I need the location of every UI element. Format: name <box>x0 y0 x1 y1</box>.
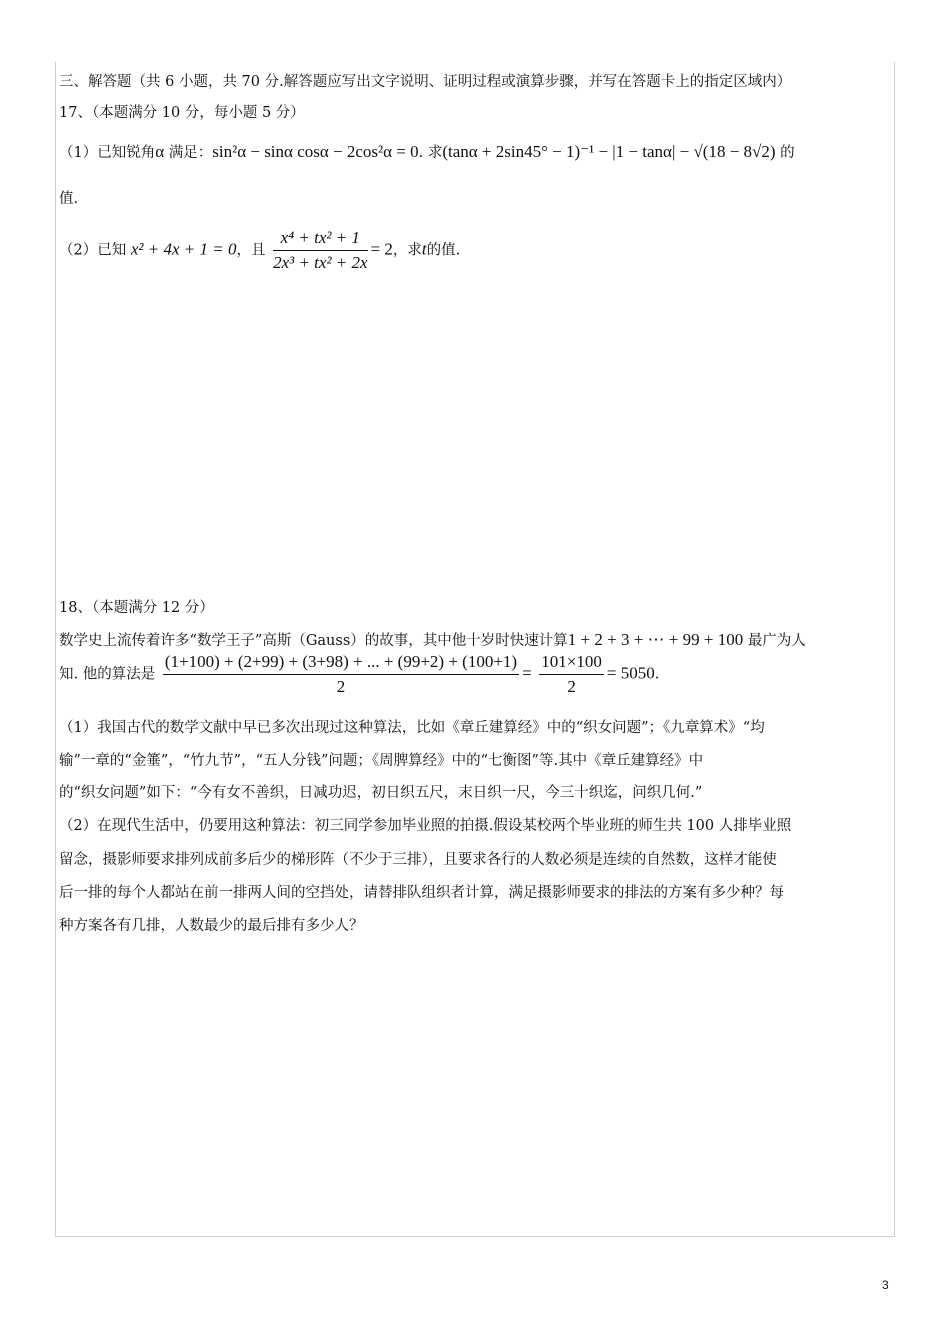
page-number: 3 <box>882 1278 889 1292</box>
q18-intro-line1 <box>59 630 806 651</box>
q17-p1-equation: sin²α − sinα cosα − 2cos²α = 0 <box>212 142 419 161</box>
q18-part1-line3: 的“织女问题”如下：“今有女不善织，日减功迟，初日织五尺，末日织一尺，今三十织迄，问织几何.” <box>59 785 703 801</box>
q18-intro-end: 最广为人 <box>747 633 806 649</box>
q18-part2-line1: （2）在现代生活中，仍要用这种算法：初三同学参加毕业照的拍摄.假设某校两个毕业班的师生共 100 人排毕业照 <box>59 818 792 834</box>
q18-part2-line2: 留念，摄影师要求排列成前多后少的梯形阵（不少于三排），且要求各行的人数必须是连续的自然数，这样才能使 <box>59 852 777 868</box>
q17-p2-and: ，且 <box>236 242 266 259</box>
q17-p1-prefix: （1）已知锐角 <box>59 145 156 161</box>
q18-gauss-sum: 1 + 2 + 3 + ⋯ + 99 + 100 <box>567 630 744 649</box>
q17-p2-end: 的值. <box>426 242 461 259</box>
alpha-symbol: α <box>155 142 165 161</box>
q17-p1-ask: . 求 <box>418 145 443 161</box>
q18-title: 18、（本题满分 12 分） <box>59 600 214 616</box>
q17-p2-prefix: （2）已知 <box>59 242 127 259</box>
q18-intro-text: 数学史上流传着许多“数学王子”高斯（Gauss）的故事，其中他十岁时快速计算 <box>59 633 568 649</box>
q18-algorithm-fraction <box>163 652 519 697</box>
section-header: 三、解答题（共 6 小题，共 70 分.解答题应写出文字说明、证明过程或演算步骤，并写在答题卡上的指定区域内） <box>59 74 792 90</box>
q17-p1-expression: (tanα + 2sin45° − 1)⁻¹ − |1 − tanα| − √(18 − 8√2) <box>442 142 776 161</box>
q17-p2-ask: ，求 <box>392 242 422 259</box>
q18-part2-line3: 后一排的每个人都站在前一排两人间的空挡处，请替排队组织者计算，满足摄影师要求的排法的方案有多少种？每 <box>59 885 784 901</box>
q17-p1-mid: 满足： <box>164 145 213 161</box>
q17-p2-numerator: x⁴ + tx² + 1 <box>273 228 368 251</box>
q18-product-denominator: 2 <box>567 677 576 696</box>
q17-p2-t: t <box>421 239 427 259</box>
q18-part2-line4: 种方案各有几排，人数最少的最后排有多少人？ <box>59 918 364 934</box>
q17-p2-equation: x² + 4x + 1 = 0 <box>130 239 237 259</box>
q17-p2-fraction <box>273 228 368 273</box>
q18-part1-line1: （1）我国古代的数学文献中早已多次出现过这种算法，比如《章丘建算经》中的“织女问题”；《九章算术》“均 <box>59 720 765 736</box>
q18-part1-line2: 输”一章的“金箠”，“竹九节”，“五人分钱”问题；《周脾算经》中的“七衡图”等.其中《章丘建算经》中 <box>59 753 704 769</box>
q17-title: 17、（本题满分 10 分，每小题 5 分） <box>59 105 305 121</box>
q17-p1-suffix: 的 <box>780 145 795 161</box>
q18-algorithm-label: 知. 他的算法是 <box>59 666 156 683</box>
q18-algorithm-numerator: (1+100) + (2+99) + (3+98) + ... + (99+2) + (100+1) <box>163 652 519 675</box>
q18-product-fraction <box>539 652 604 697</box>
q17-part1-line1 <box>59 142 795 163</box>
q17-part2 <box>59 228 460 273</box>
q17-p2-denominator: 2x³ + tx² + 2x <box>273 253 368 272</box>
q17-p2-rhs: = 2 <box>370 239 393 259</box>
q18-intro-line2: 知. 他的算法是 $\frac{(1+100) + (2+99) + (3+98) + ... + (99+2) + (100+1)}{2}$ = $\frac{101\times 100}{2}$ = 5050. <box>59 652 660 696</box>
q18-algorithm-end: . <box>654 666 660 683</box>
q18-algorithm-denominator: 2 <box>336 677 346 696</box>
q17-part1-line2: 值. <box>59 191 79 207</box>
q18-product-numerator: 101×100 <box>539 652 604 675</box>
q18-algorithm-result: = 5050 <box>606 663 655 683</box>
